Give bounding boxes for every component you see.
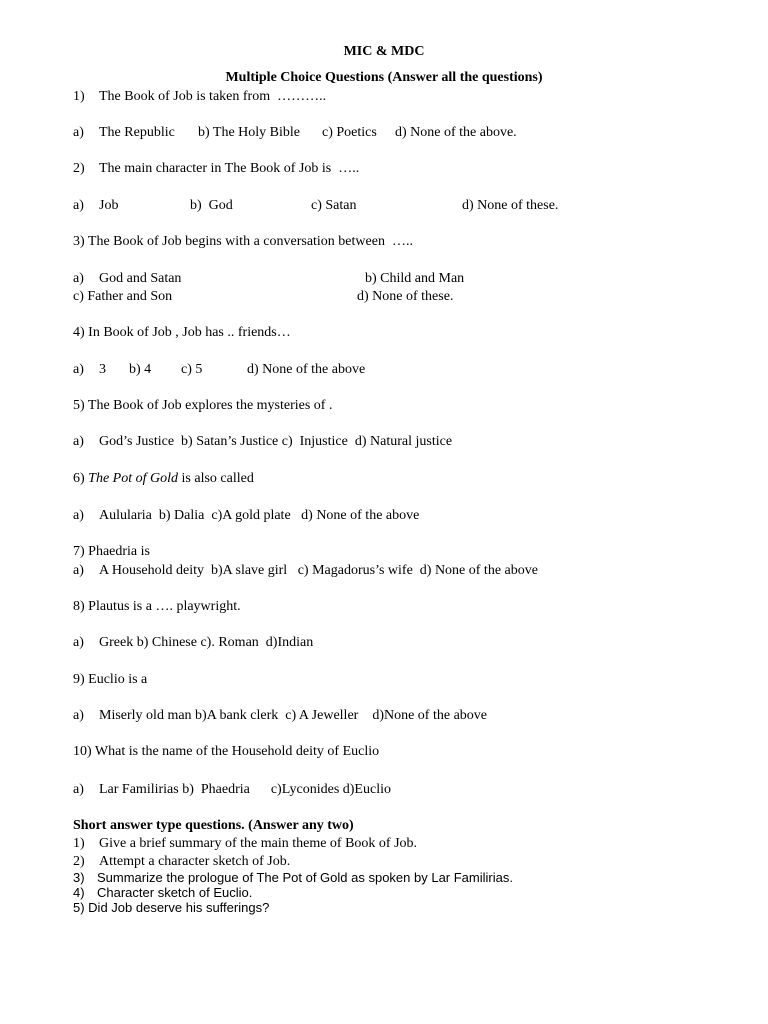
short-q-number: 2) [73, 854, 85, 869]
section-heading-short: Short answer type questions. (Answer any two) [73, 818, 354, 833]
option-b: b) Child and Man [365, 271, 465, 286]
question-text: The Book of Job is taken from ……….. [99, 89, 327, 104]
short-q-text: Give a brief summary of the main theme of Book of Job. [99, 836, 418, 851]
question-number: 1) [73, 89, 85, 104]
option-label: a) [73, 782, 84, 797]
options-line: Miserly old man b)A bank clerk c) A Jeweller d)None of the above [99, 708, 488, 723]
option-label: a) [73, 508, 84, 523]
options-line: Greek b) Chinese c). Roman d)Indian [99, 635, 314, 650]
question-text: 8) Plautus is a …. playwright. [73, 599, 241, 614]
short-q-number: 1) [73, 836, 85, 851]
option-label: a) [73, 708, 84, 723]
question-text: 9) Euclio is a [73, 672, 148, 687]
short-q-text: Character sketch of Euclio. [97, 885, 253, 900]
option-b: b) The Holy Bible [198, 125, 301, 140]
question-suffix: is also called [178, 471, 254, 486]
option-a: The Republic [99, 125, 175, 140]
option-b: b) God [190, 198, 233, 213]
option-label: a) [73, 271, 84, 286]
question-text: 3) The Book of Job begins with a conversation between ….. [73, 234, 413, 249]
option-c: c) Father and Son [73, 289, 173, 304]
option-d: d) None of these. [357, 289, 454, 304]
question-text: 7) Phaedria is [73, 544, 150, 559]
option-label: a) [73, 362, 84, 377]
question-prefix: 6) [73, 471, 89, 486]
short-q-text: Attempt a character sketch of Job. [99, 854, 291, 869]
option-label: a) [73, 198, 84, 213]
short-q-number: 3) [73, 870, 85, 885]
options-line: Aulularia b) Dalia c)A gold plate d) None of the above [99, 508, 420, 523]
option-d: d) None of the above. [395, 125, 517, 140]
option-c: c) Poetics [322, 125, 377, 140]
options-line: Lar Familirias b) Phaedria c)Lyconides d)Euclio [99, 782, 391, 797]
options-line: God’s Justice b) Satan’s Justice c) Injustice d) Natural justice [99, 434, 453, 449]
work-title: The Pot of Gold [88, 471, 179, 486]
option-c: c) 5 [181, 362, 203, 377]
option-label: a) [73, 563, 84, 578]
option-d: d) None of the above [247, 362, 366, 377]
section-heading-mcq: Multiple Choice Questions (Answer all the questions) [225, 70, 543, 85]
option-a: 3 [99, 362, 106, 377]
options-line: A Household deity b)A slave girl c) Magadorus’s wife d) None of the above [99, 563, 538, 578]
question-text: 5) The Book of Job explores the mysteries of . [73, 398, 333, 413]
short-q-number: 4) [73, 885, 85, 900]
option-label: a) [73, 434, 84, 449]
page-title: MIC & MDC [343, 44, 425, 59]
question-text: 10) What is the name of the Household deity of Euclio [73, 744, 380, 759]
question-text: 4) In Book of Job , Job has .. friends… [73, 325, 291, 340]
short-q-text: Summarize the prologue of The Pot of Gold as spoken by Lar Familirias. [97, 870, 513, 885]
option-a: God and Satan [99, 271, 182, 286]
option-b: b) 4 [129, 362, 152, 377]
option-c: c) Satan [311, 198, 357, 213]
option-a: Job [99, 198, 119, 213]
question-text: The main character in The Book of Job is ….. [99, 161, 360, 176]
question-text [73, 471, 254, 487]
option-label: a) [73, 635, 84, 650]
short-q-text: 5) Did Job deserve his sufferings? [73, 900, 270, 915]
option-d: d) None of these. [462, 198, 559, 213]
option-label: a) [73, 125, 84, 140]
question-number: 2) [73, 161, 85, 176]
